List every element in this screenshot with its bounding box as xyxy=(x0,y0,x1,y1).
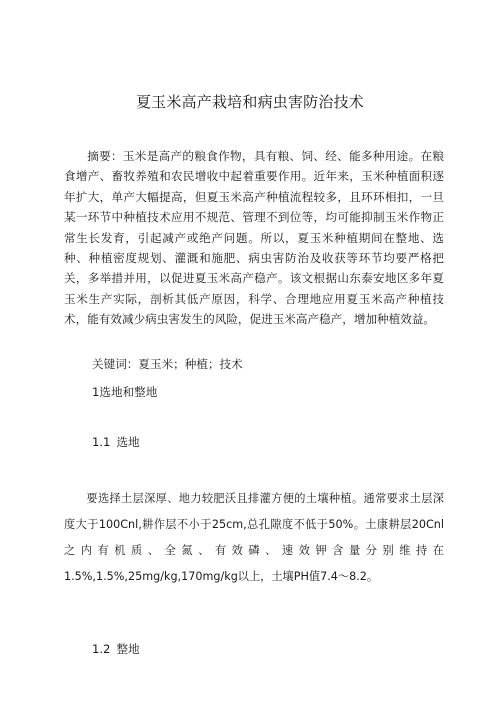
section-number: 1.2 xyxy=(92,642,111,656)
document-title: 夏玉米高产栽培和病虫害防治技术 xyxy=(135,93,364,111)
abstract-paragraph: 摘要：玉米是高产的粮食作物，具有粮、饲、经、能多种用途。在粮食增产、畜牧养殖和农民增收中起着重要作用。近年来，玉米种植面积逐年扩大，单产大幅提高，但夏玉米高产种植流程较多，且环环相扣，一旦某一环节中种植技术应用不规范、管理不到位等，均可能抑制玉米作物正常生长发育，引起减产或绝产问题。所以，夏玉米种植期间在整地、选种、种植密度规划、灌溉和施肥、病虫害防治及收获等环节均要严格把关，多举措并用，以促进夏玉米高产稳产。该文根据山东泰安地区多年夏玉米生产实际，剖析其低产原因，科学、合理地应用夏玉米高产种植技术，能有效减少病虫害发生的风险，促进玉米高产稳产，增加种植效益。 xyxy=(64,149,444,327)
section-heading-1-2 xyxy=(92,641,140,657)
section-heading-1 xyxy=(92,384,157,400)
section-number: 1.1 xyxy=(92,435,111,449)
section-heading-1-text: 1选地和整地 xyxy=(92,385,158,399)
keywords-line: 关键词：夏玉米；种植；技术 xyxy=(92,357,243,371)
section-heading-1-1 xyxy=(92,434,140,450)
section-title: 选地 xyxy=(116,435,140,449)
body-paragraph: 要选择土层深厚、地力较肥沃且排灌方便的土壤种植。通常要求土层深度大于100Cnl,耕作层不小于25cm,总孔隙度不低于50%。土康耕层20Cnl之内有机质、全氮、有效磷、速效钾含量分别维持在1.5%,1.5%,25mg/kg,170mg/kg以上，土壤PH值7.4～8.2。 xyxy=(64,492,444,583)
section-title: 整地 xyxy=(116,642,140,656)
